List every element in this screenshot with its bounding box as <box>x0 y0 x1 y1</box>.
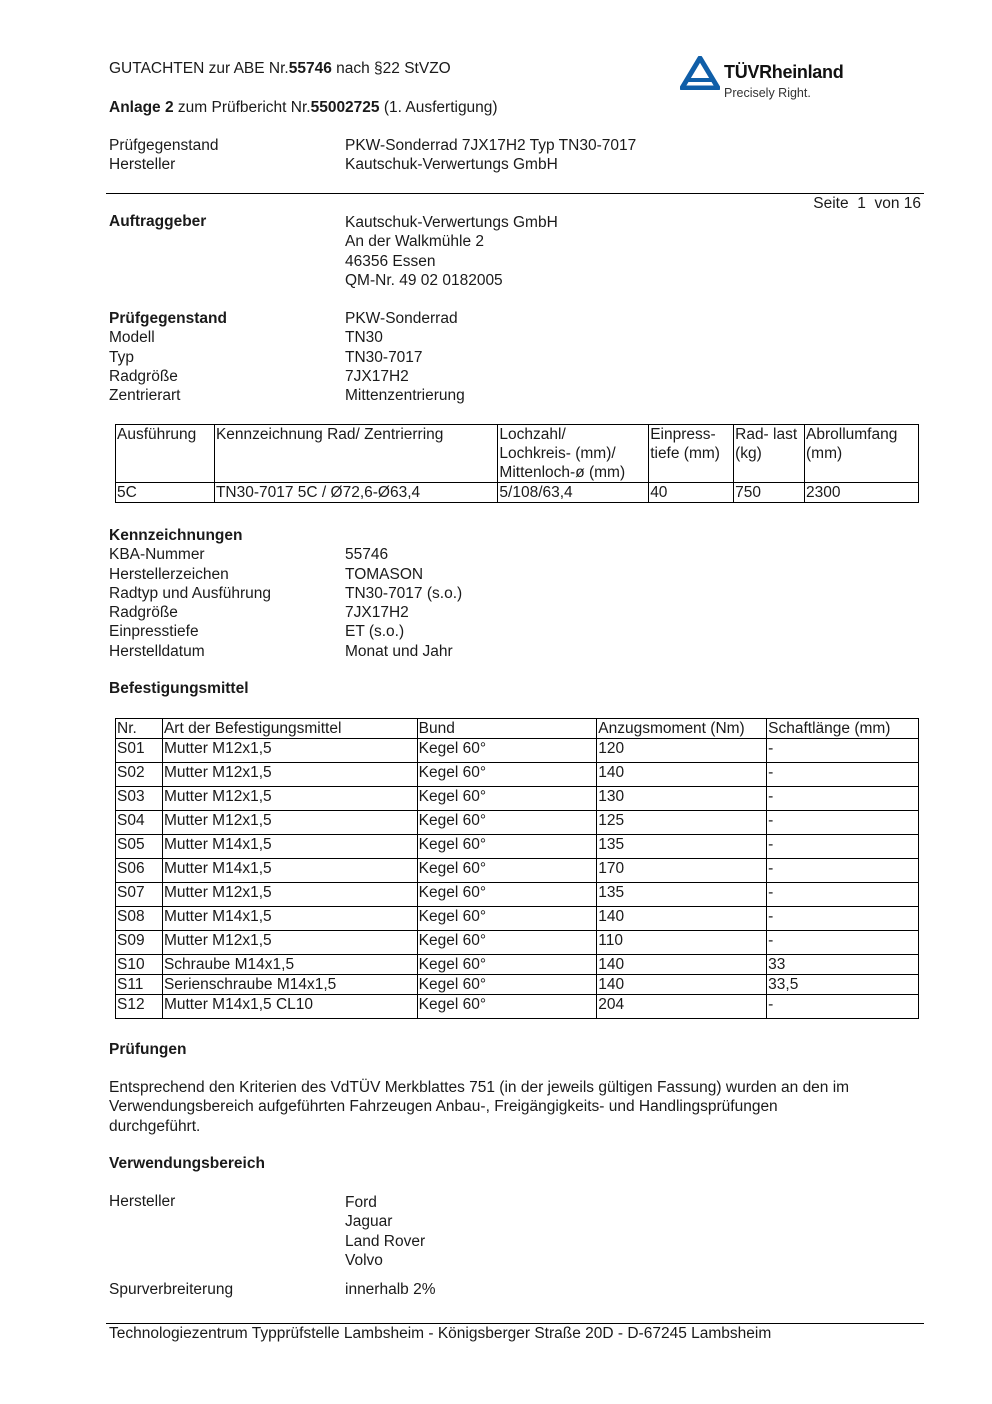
table-cell: 130 <box>597 787 767 811</box>
table-cell: Kegel 60° <box>417 955 597 975</box>
table-cell: Mutter M12x1,5 <box>162 739 417 763</box>
table-cell: S05 <box>116 835 163 859</box>
subtitle-mid: zum Prüfbericht Nr. <box>173 99 311 116</box>
table-cell: - <box>767 787 919 811</box>
anlage-label: Anlage 2 <box>109 99 174 116</box>
report-title <box>109 60 451 78</box>
header-value-hersteller: Kautschuk-Verwertungs GmbH <box>345 156 558 174</box>
kennzeichnung-label: Radgröße <box>109 604 178 622</box>
abe-number: 55746 <box>288 60 332 77</box>
table-cell: 750 <box>734 483 805 503</box>
pruefgegenstand-section <box>109 309 929 405</box>
title-prefix: GUTACHTEN zur ABE Nr. <box>109 60 289 77</box>
table-cell: TN30-7017 5C / Ø72,6-Ø63,4 <box>214 483 497 503</box>
kennzeichnung-label: Herstelldatum <box>109 642 205 660</box>
header-cell: Schaftlänge (mm) <box>767 719 919 739</box>
table-cell: Mutter M14x1,5 <box>162 907 417 931</box>
subtitle-suffix: (1. Ausfertigung) <box>379 99 498 116</box>
hersteller-item: Land Rover <box>345 1232 426 1250</box>
spurverbreiterung-label: Spurverbreiterung <box>109 1281 234 1298</box>
header-divider <box>106 193 924 194</box>
table-cell: Mutter M14x1,5 CL10 <box>162 995 417 1019</box>
typ-value: TN30-7017 <box>345 348 423 366</box>
header-cell: Einpress- tiefe (mm) <box>649 425 734 483</box>
table-cell: 170 <box>597 859 767 883</box>
hersteller-item: Volvo <box>345 1251 383 1269</box>
table-cell: S08 <box>116 907 163 931</box>
table-cell: Kegel 60° <box>417 763 597 787</box>
logo-tagline: Precisely Right. <box>724 86 811 100</box>
table-cell: Mutter M12x1,5 <box>162 883 417 907</box>
auftraggeber-label: Auftraggeber <box>109 213 207 230</box>
table-row <box>116 975 919 995</box>
table-cell: 140 <box>597 907 767 931</box>
title-suffix: nach §22 StVZO <box>331 60 451 77</box>
table-row <box>116 955 919 975</box>
table-cell: S10 <box>116 955 163 975</box>
table-row <box>116 811 919 835</box>
header-cell: Anzugsmoment (Nm) <box>597 719 767 739</box>
kennzeichnung-label: Radtyp und Ausführung <box>109 584 272 602</box>
table-cell: - <box>767 907 919 931</box>
hersteller-item: Ford <box>345 1194 377 1211</box>
modell-value: TN30 <box>345 329 383 347</box>
table-row <box>116 883 919 907</box>
table-cell: S07 <box>116 883 163 907</box>
pruefungen-line: durchgeführt. <box>109 1117 201 1135</box>
table-header-row <box>116 719 919 739</box>
auftraggeber-line: 46356 Essen <box>345 252 436 270</box>
table-cell: - <box>767 739 919 763</box>
table-header-row <box>116 425 919 483</box>
header-cell: Abrollumfang (mm) <box>805 425 919 483</box>
table-cell: - <box>767 811 919 835</box>
table-cell: 125 <box>597 811 767 835</box>
table-row <box>116 931 919 955</box>
header-cell: Rad- last (kg) <box>734 425 805 483</box>
table-cell: Mutter M12x1,5 <box>162 811 417 835</box>
kennzeichnung-value: Monat und Jahr <box>345 642 453 660</box>
table-row <box>116 995 919 1019</box>
table-cell: Kegel 60° <box>417 975 597 995</box>
table-cell: - <box>767 995 919 1019</box>
table-cell: Mutter M12x1,5 <box>162 931 417 955</box>
header-cell: Ausführung <box>116 425 215 483</box>
table-cell: 110 <box>597 931 767 955</box>
pruefungen-title: Prüfungen <box>109 1041 187 1058</box>
pruefungen-line: Verwendungsbereich aufgeführten Fahrzeugen Anbau-, Freigängigkeits- und Handlingsprüfungen <box>109 1098 778 1116</box>
table-cell: 204 <box>597 995 767 1019</box>
auftraggeber-line: An der Walkmühle 2 <box>345 233 484 251</box>
table-cell: - <box>767 859 919 883</box>
table-cell: S03 <box>116 787 163 811</box>
table-cell: Kegel 60° <box>417 835 597 859</box>
table-cell: Kegel 60° <box>417 739 597 763</box>
table-cell: 5C <box>116 483 215 503</box>
table-cell: 40 <box>649 483 734 503</box>
table-cell: Mutter M14x1,5 <box>162 859 417 883</box>
typ-label: Typ <box>109 348 134 366</box>
table-cell: 140 <box>597 763 767 787</box>
table-cell: - <box>767 883 919 907</box>
pruefbericht-number: 55002725 <box>310 99 380 116</box>
table-cell: Serienschraube M14x1,5 <box>162 975 417 995</box>
befestigung-table <box>115 718 919 1019</box>
table-cell: S11 <box>116 975 163 995</box>
befestigung-title: Befestigungsmittel <box>109 680 249 697</box>
kennzeichnung-label: KBA-Nummer <box>109 546 205 564</box>
kennzeichnungen-title: Kennzeichnungen <box>109 527 243 544</box>
page-number: Seite 1 von 16 <box>813 195 921 212</box>
kennzeichnung-value: TOMASON <box>345 565 424 583</box>
table-cell: 33,5 <box>767 975 919 995</box>
table-cell: 140 <box>597 975 767 995</box>
table-cell: - <box>767 763 919 787</box>
table-row <box>116 763 919 787</box>
table-cell: Kegel 60° <box>417 859 597 883</box>
table-cell: S01 <box>116 739 163 763</box>
footer-divider <box>106 1323 924 1324</box>
kennzeichnung-value: 7JX17H2 <box>345 604 409 622</box>
table-cell: Kegel 60° <box>417 787 597 811</box>
table-cell: S04 <box>116 811 163 835</box>
table-cell: S09 <box>116 931 163 955</box>
header-info <box>109 136 929 175</box>
table-cell: Kegel 60° <box>417 883 597 907</box>
header-value-pruefgegenstand: PKW-Sonderrad 7JX17H2 Typ TN30-7017 <box>345 137 637 154</box>
header-label-pruefgegenstand: Prüfgegenstand <box>109 137 219 154</box>
header-cell: Lochzahl/ Lochkreis- (mm)/ Mittenloch-ø (mm) <box>498 425 649 483</box>
table-cell: Mutter M12x1,5 <box>162 763 417 787</box>
kennzeichnung-label: Einpresstiefe <box>109 623 199 641</box>
table-cell: 33 <box>767 955 919 975</box>
table-cell: Kegel 60° <box>417 931 597 955</box>
table-cell: 2300 <box>805 483 919 503</box>
tuv-triangle-icon <box>680 56 720 90</box>
table-cell: Kegel 60° <box>417 995 597 1019</box>
kennzeichnungen-section <box>109 526 929 661</box>
header-label-hersteller: Hersteller <box>109 156 176 174</box>
wheel-table <box>115 424 919 503</box>
table-row <box>116 859 919 883</box>
table-row <box>116 739 919 763</box>
table-cell: S12 <box>116 995 163 1019</box>
table-cell: Mutter M12x1,5 <box>162 787 417 811</box>
auftraggeber-line: Kautschuk-Verwertungs GmbH <box>345 214 558 231</box>
table-cell: Mutter M14x1,5 <box>162 835 417 859</box>
pruefgegenstand-label: Prüfgegenstand <box>109 310 227 327</box>
table-cell: 135 <box>597 835 767 859</box>
table-row <box>116 483 919 503</box>
report-subtitle <box>109 99 498 117</box>
header-cell: Nr. <box>116 719 163 739</box>
table-row <box>116 907 919 931</box>
table-cell: Kegel 60° <box>417 811 597 835</box>
header-cell: Art der Befestigungsmittel <box>162 719 417 739</box>
zentrierart-label: Zentrierart <box>109 387 181 405</box>
hersteller-label: Hersteller <box>109 1193 176 1210</box>
pruefgegenstand-value: PKW-Sonderrad <box>345 310 458 327</box>
kennzeichnung-value: TN30-7017 (s.o.) <box>345 584 463 602</box>
spurverbreiterung-value: innerhalb 2% <box>345 1281 436 1298</box>
pruefungen-line: Entsprechend den Kriterien des VdTÜV Merkblattes 751 (in der jeweils gültigen Fassung) wurden an den im <box>109 1079 850 1096</box>
header-cell: Bund <box>417 719 597 739</box>
table-cell: S06 <box>116 859 163 883</box>
auftraggeber-line: QM-Nr. 49 02 0182005 <box>345 271 503 289</box>
hersteller-item: Jaguar <box>345 1213 393 1231</box>
verwendungsbereich-title: Verwendungsbereich <box>109 1155 265 1172</box>
header-cell: Kennzeichnung Rad/ Zentrierring <box>214 425 497 483</box>
table-cell: 140 <box>597 955 767 975</box>
table-row <box>116 787 919 811</box>
kennzeichnung-value: ET (s.o.) <box>345 623 405 641</box>
pruefungen-text <box>109 1078 929 1136</box>
table-row <box>116 835 919 859</box>
table-cell: 120 <box>597 739 767 763</box>
kennzeichnung-value: 55746 <box>345 546 389 564</box>
modell-label: Modell <box>109 329 155 347</box>
table-cell: S02 <box>116 763 163 787</box>
radgroesse-value: 7JX17H2 <box>345 367 409 385</box>
footer-text: Technologiezentrum Typprüfstelle Lambsheim - Königsberger Straße 20D - D-67245 Lambsheim <box>109 1325 772 1342</box>
table-cell: 5/108/63,4 <box>498 483 649 503</box>
table-cell: Kegel 60° <box>417 907 597 931</box>
logo-wordmark: TÜVRheinland <box>724 62 844 82</box>
radgroesse-label: Radgröße <box>109 367 178 385</box>
table-cell: 135 <box>597 883 767 907</box>
kennzeichnung-label: Herstellerzeichen <box>109 565 229 583</box>
table-cell: Schraube M14x1,5 <box>162 955 417 975</box>
tuv-logo <box>680 54 870 104</box>
zentrierart-value: Mittenzentrierung <box>345 387 465 405</box>
table-cell: - <box>767 835 919 859</box>
table-cell: - <box>767 931 919 955</box>
